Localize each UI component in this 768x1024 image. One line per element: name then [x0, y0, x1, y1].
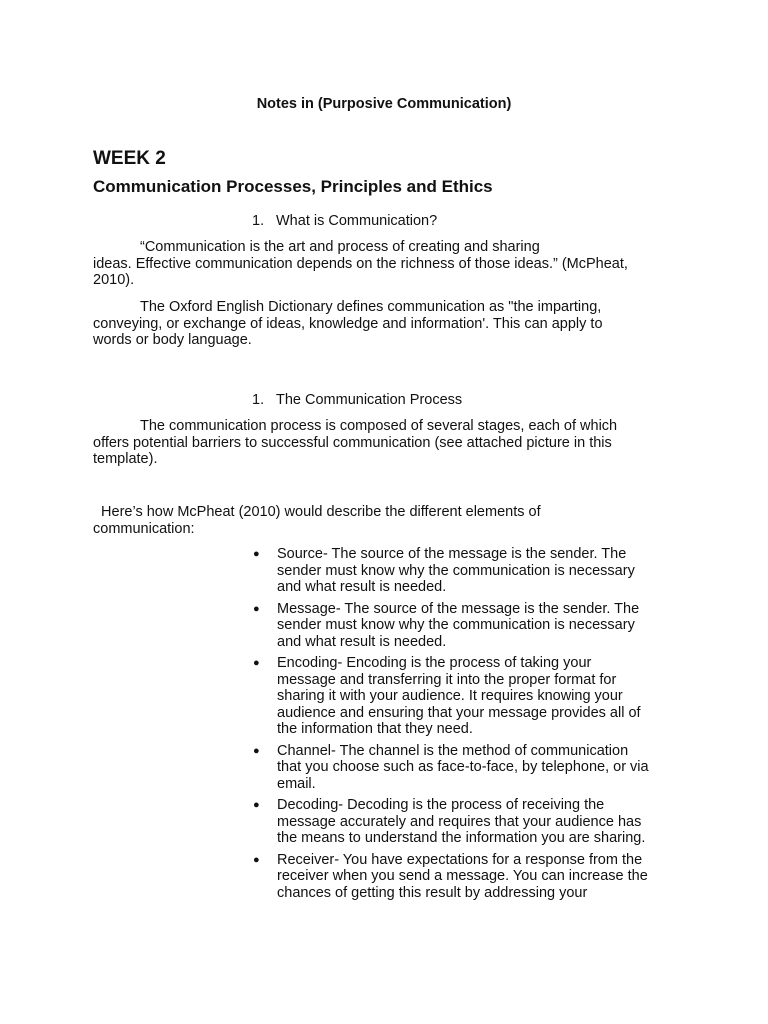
- list-item-line: email.: [277, 775, 316, 792]
- paragraph-line: words or body language.: [93, 332, 252, 348]
- list-item-line: and what result is needed.: [277, 579, 447, 595]
- list-item-decoding: [250, 797, 690, 847]
- week-heading: WEEK 2: [93, 148, 166, 169]
- paragraph-definition-oxford: [93, 299, 653, 349]
- bullet-icon: ●: [253, 853, 260, 866]
- paragraph-line: The communication process is composed of several stages, each of which: [140, 418, 618, 434]
- topic-heading: Communication Processes, Principles and Ethics: [93, 177, 493, 196]
- list-item-line: sender must know why the communication is necessary: [277, 617, 635, 633]
- list-item-line: the information that they need.: [277, 721, 473, 737]
- list-item-line: that you choose such as face-to-face, by telephone, or via: [277, 759, 649, 775]
- list-item-message: [250, 601, 690, 651]
- bullet-icon: ●: [253, 548, 260, 560]
- list-item-line: chances of getting this result by addressing your: [277, 884, 588, 901]
- list-item-line: audience and ensuring that your message provides all of: [277, 704, 641, 721]
- section-number: 1.: [252, 392, 265, 408]
- paragraph-line: 2010).: [93, 272, 135, 288]
- paragraph-line: communication:: [93, 520, 195, 537]
- bullet-icon: ●: [253, 602, 260, 615]
- list-item-line: receiver when you send a message. You can increase the: [277, 868, 648, 884]
- paragraph-line: “Communication is the art and process of creating and sharing: [140, 239, 540, 255]
- section-number: 1.: [252, 213, 265, 229]
- bullet-icon: ●: [253, 657, 260, 669]
- paragraph-line: template).: [93, 451, 158, 467]
- list-item-line: Encoding- Encoding is the process of taking your: [277, 655, 592, 671]
- list-item-receiver: [250, 852, 690, 902]
- paragraph-line: conveying, or exchange of ideas, knowledge and information'. This can apply to: [93, 315, 603, 332]
- document-title: Notes in (Purposive Communication): [256, 96, 512, 112]
- paragraph-definition-mcpheat: [93, 239, 653, 289]
- list-item-channel: [250, 743, 690, 793]
- paragraph-process-stages: [93, 418, 653, 468]
- paragraph-line: offers potential barriers to successful communication (see attached picture in this: [93, 434, 612, 451]
- bullet-icon: ●: [253, 799, 260, 811]
- section-communication-process: [252, 392, 462, 409]
- list-item-line: message and transferring it into the proper format for: [277, 671, 617, 688]
- paragraph-elements-intro: [93, 504, 653, 537]
- section-heading: What is Communication?: [276, 213, 438, 229]
- paragraph-line: The Oxford English Dictionary defines communication as "the imparting,: [140, 299, 602, 315]
- list-item-line: Channel- The channel is the method of communication: [277, 742, 629, 759]
- list-item-encoding: [250, 655, 690, 738]
- list-item-line: Receiver- You have expectations for a response from the: [277, 851, 643, 868]
- list-item-line: Message- The source of the message is the sender. The: [277, 600, 640, 617]
- list-item-line: the means to understand the information you are sharing.: [277, 830, 646, 846]
- list-item-line: and what result is needed.: [277, 633, 447, 650]
- list-item-line: Decoding- Decoding is the process of receiving the: [277, 797, 605, 813]
- list-item-line: sharing it with your audience. It requires knowing your: [277, 688, 623, 704]
- section-what-is-communication: [252, 213, 437, 230]
- list-item-line: Source- The source of the message is the sender. The: [277, 546, 627, 562]
- list-item-line: message accurately and requires that your audience has: [277, 813, 642, 830]
- list-item-source: [250, 546, 690, 596]
- bullet-icon: ●: [253, 744, 260, 757]
- section-heading: The Communication Process: [276, 392, 463, 408]
- list-item-line: sender must know why the communication is necessary: [277, 562, 635, 579]
- communication-elements-list: [250, 546, 690, 906]
- paragraph-line: Here’s how McPheat (2010) would describe the different elements of: [93, 504, 541, 520]
- paragraph-line: ideas. Effective communication depends on the richness of those ideas.” (McPheat,: [93, 255, 628, 272]
